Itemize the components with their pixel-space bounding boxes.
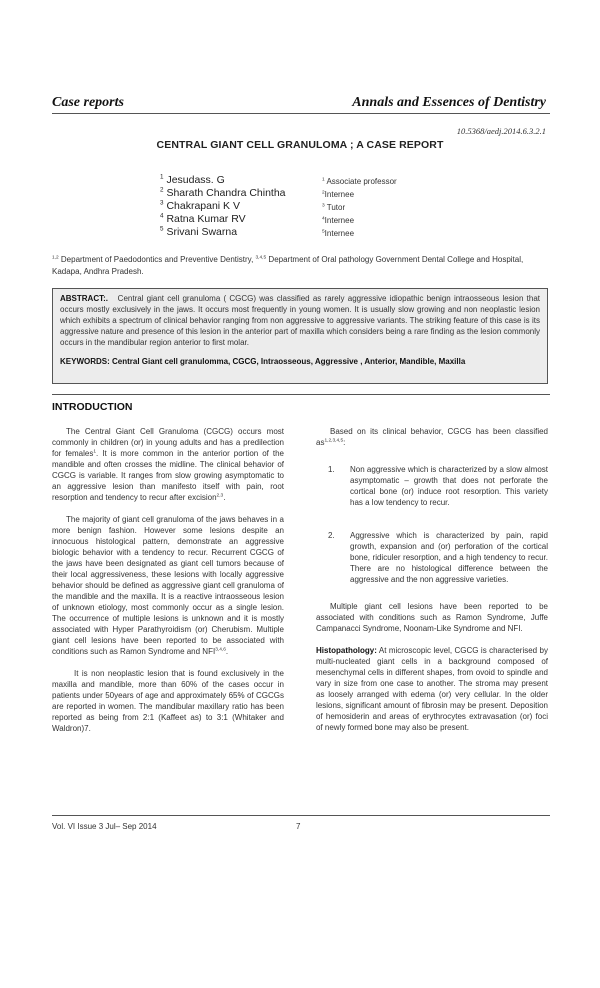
paragraph: Based on its clinical behavior, CGCG has been classified as$^{1,2,3,4,5}$: xyxy=(316,427,548,447)
role-item: $^2$Internee xyxy=(322,190,355,199)
author-list xyxy=(160,174,286,239)
author-item: $^2$ Sharath Chandra Chintha xyxy=(160,186,286,199)
page-number: 7 xyxy=(296,822,301,831)
paragraph: The Central Giant Cell Granuloma (CGCG) occurs most commonly in children (or) in young adults and has a predilection for females$^1$. It is more common in the anterior portion of the mandible and often crosses the midline. The clinical behavior of CGCG is variable. It ranges from slow growing asymptomatic to an aggressive lesion than manifesto itself with pain, root resorption and tendency to recur after excision$^{2,3}$. xyxy=(52,427,284,502)
list-item: 1. Non aggressive which is characterized by a slow almost asymptomatic – growth that does not perforate the cortical bone (or) induce root resorption. This variety has a low tendency to recur. xyxy=(328,465,548,507)
paragraph: The majority of giant cell granuloma of the jaws behaves in a more benign fashion. However some lesions despite an innocuous histological pattern, demonstrate an aggressive biologic behavior with a tendency to recur. Recurrent CGCG of the jaws have been designated as giant cell tumors because of their local aggressiveness, these lesions with locally aggressive behavior should be defined as aggressive giant cell granuloma of the mandible and the maxilla. It is a reactive intraosseous lesion of unknown etiology, most commonly occur as a single lesion. The occurrence of multiple lesions is unknown and it is mostly associated with Hyper Parathyroidism (or) Cherubism. Multiple giant cell lesions have been reported to be associated with conditions such as Ramon Syndrome and NFI$^{3,4,6}$. xyxy=(52,515,284,656)
author-roles xyxy=(322,175,397,240)
paragraph: It is non neoplastic lesion that is found exclusively in the maxilla and mandible, more than 60% of the cases occur in patients under 50years of age and approximately 65% of CGCGs are reported in women. The mandibular maxillary ratio has been reported as being from 2:1 (Kaffeet as) to 3:1 (Whitaker and Waldron)7. xyxy=(52,669,284,733)
role-item: $^3$ Tutor xyxy=(322,203,346,212)
author-item: $^5$ Srivani Swarna xyxy=(160,225,238,238)
section-label: Case reports xyxy=(52,95,124,110)
issue-info: Vol. VI Issue 3 Jul– Sep 2014 xyxy=(52,822,157,831)
keywords: KEYWORDS: Central Giant cell granulomma, CGCG, Intraosseous, Aggressive , Anterior, Mandible, Maxilla xyxy=(60,357,466,366)
abstract-text: ABSTRACT:. Central giant cell granuloma ( CGCG) was classified as rarely aggressive idiopathic benign intraosseous lesion that occurs mostly exclusively in the jaws. It occurs most frequently in young women. It is usually slow growing and non neoplastic lesion which exhibits a spectrum of clinical behavior ranging from non aggressive to aggressive variants. The striking feature of this case is its aggressive nature and presence of this lesion in the anterior part of maxilla which considers being a rare finding as the lesion commonly occurs in the mandibular region anterior to first molar. xyxy=(60,294,540,347)
footer-rule xyxy=(52,815,550,816)
list-item: 2. Aggressive which is characterized by pain, rapid growth, expansion and (or) perforation of the cortical bone, ridiculer resorption, and a high tendency to recur. There are no histological difference between the aggressive and the non aggressive varieties. xyxy=(328,531,548,584)
journal-name: Annals and Essences of Dentistry xyxy=(352,95,546,110)
role-item: $^4$Internee xyxy=(322,216,355,225)
affiliation: $^{1,2}$ Department of Paedodontics and Preventive Dentistry, $^{3,4,5}$ Department of Oral pathology Government Dental College and Hospital, Kadapa, Andhra Pradesh. xyxy=(52,255,524,276)
paragraph: Histopathology: At microscopic level, CGCG is characterised by multi-nucleated giant cells in a background composed of mesenchymal cells in different shapes, from ovoid to spindle and vary in size from one case to another. The stroma may present as loosely arranged with edema (or) very cellular. In the older lesions, significant amount of fibrosin may be present. Deposition of hemosiderin and areas of erythrocytes extravasation (or) foci of newly formed bone may also be present. xyxy=(316,646,548,732)
header-rule xyxy=(52,113,550,114)
paragraph: Multiple giant cell lesions have been reported to be associated with conditions such as Ramon Syndrome, Juffe Campanacci Syndrome, Noonam-Like Syndrome and NFI. xyxy=(316,602,548,633)
author-item: $^4$ Ratna Kumar RV xyxy=(160,212,246,225)
author-item: $^1$ Jesudass. G xyxy=(160,173,225,186)
role-item: $^5$Internee xyxy=(322,229,355,238)
section-rule xyxy=(52,394,550,395)
doi[interactable]: 10.5368/aedj.2014.6.3.2.1 xyxy=(456,126,546,136)
right-column xyxy=(316,426,548,744)
role-item: $^1$ Associate professor xyxy=(322,177,397,186)
author-item: $^3$ Chakrapani K V xyxy=(160,199,240,212)
left-column xyxy=(52,426,284,745)
introduction-heading: INTRODUCTION xyxy=(52,401,133,413)
article-title: CENTRAL GIANT CELL GRANULOMA ; A CASE REPORT xyxy=(156,139,444,151)
abstract-box xyxy=(52,288,548,384)
